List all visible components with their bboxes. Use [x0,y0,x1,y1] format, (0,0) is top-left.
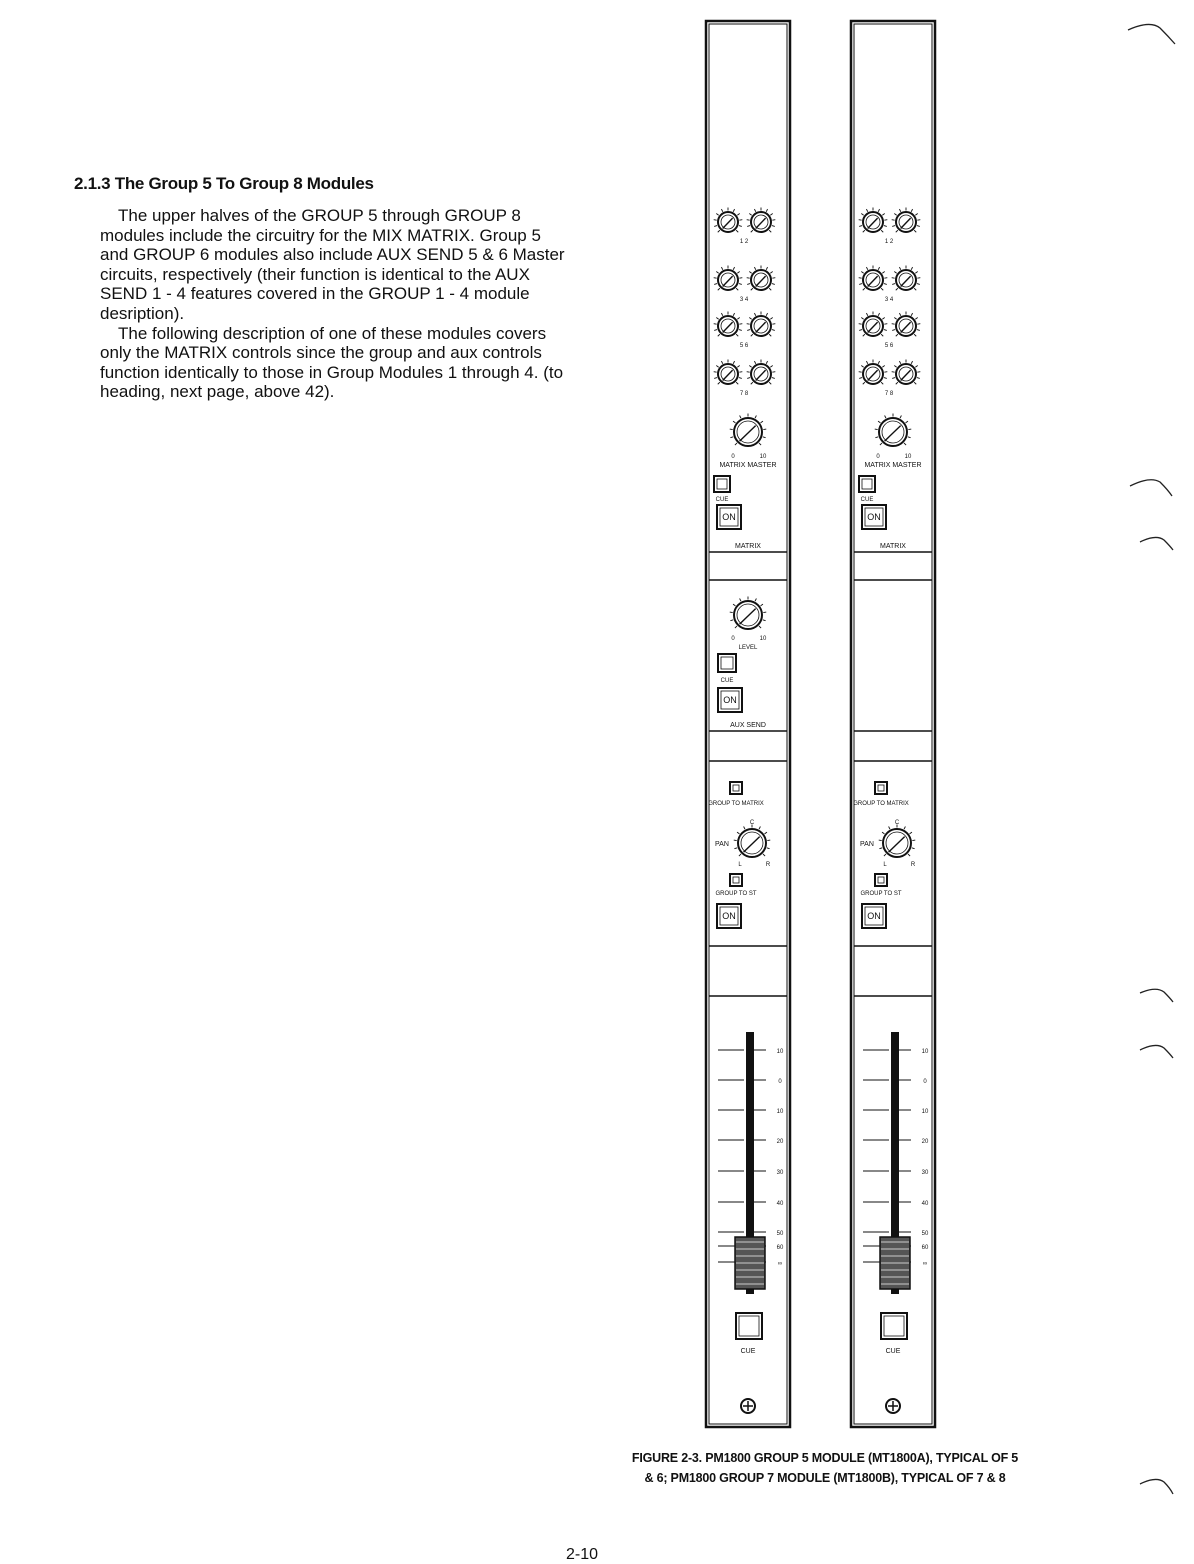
group-to-st-button[interactable] [730,874,742,886]
matrix-pair-label: 1 2 [885,239,894,245]
page-edge-mark [1128,24,1175,44]
section-heading: 2.1.3 The Group 5 To Group 8 Modules [74,174,374,194]
page-number: 2-10 [566,1546,598,1564]
paragraph-2: The following description of one of these modules covers only the MATRIX controls since the group and aux controls function identically to those in Group Modules 1 through 4. (to heading, next page, above 42). [100,324,570,402]
page-edge-mark [1140,989,1173,1002]
pan-r-label: R [766,862,771,868]
matrix-pair-label: 7 8 [740,391,749,397]
bottom-cue-label: CUE [886,1348,901,1355]
matrix-pair-label: 1 2 [740,239,749,245]
page-edge-mark [1130,480,1172,496]
page-edge-mark [1140,537,1173,550]
matrix-pair-label: 5 6 [740,343,749,349]
paragraph-1: The upper halves of the GROUP 5 through GROUP 8 modules include the circuitry for the MIX MATRIX. Group 5 and GROUP 6 modules also include AUX SEND 5 & 6 Master circuits, respectively (their function is identical to the AUX SEND 1 - 4 features covered in the GROUP 1 - 4 module desription). [100,206,570,324]
figure-caption [590,1448,1060,1488]
page-edge-mark [1140,1045,1173,1058]
knob-min-label: 0 [731,636,735,642]
matrix-section-label: MATRIX [735,543,761,550]
fader-scale-label: 50 [777,1231,784,1237]
pan-label: PAN [860,841,874,848]
pan-r-label: R [911,862,916,868]
pan-label: PAN [715,841,729,848]
fader-scale-label: 40 [922,1201,929,1207]
cue-label: CUE [861,497,874,503]
group-to-matrix-button[interactable] [730,782,742,794]
pan-l-label: L [883,862,887,868]
matrix-cue-button[interactable] [714,476,730,492]
pan-c-label: C [895,820,900,826]
fader-scale-label: 60 [922,1245,929,1251]
matrix-master-label: MATRIX MASTER [864,462,921,469]
matrix-master-label: MATRIX MASTER [719,462,776,469]
matrix-cue-button[interactable] [859,476,875,492]
group-to-st-label: GROUP TO ST [860,891,901,897]
group-to-st-button[interactable] [875,874,887,886]
cue-label: CUE [716,497,729,503]
group-to-matrix-label: GROUP TO MATRIX [853,801,909,807]
knob-min-label: 0 [731,454,735,460]
bottom-cue-label: CUE [741,1348,756,1355]
knob-max-label: 10 [760,454,767,460]
matrix-on-button-label: ON [867,512,881,522]
fader-scale-label: 60 [777,1245,784,1251]
aux-send-label: AUX SEND [730,722,766,729]
matrix-pair-label: 7 8 [885,391,894,397]
group-on-button-label: ON [722,911,736,921]
pan-l-label: L [738,862,742,868]
aux-on-button-label: ON [723,695,737,705]
page-edge-mark [1140,1479,1173,1494]
fader-scale-label: ∞ [923,1261,927,1267]
cue-label: CUE [721,678,734,684]
matrix-pair-label: 3 4 [740,297,749,303]
group-to-st-label: GROUP TO ST [715,891,756,897]
caption-line-1: FIGURE 2-3. PM1800 GROUP 5 MODULE (MT1800A), TYPICAL OF 5 [590,1448,1060,1468]
group-on-button-label: ON [867,911,881,921]
fader-scale-label: 20 [922,1139,929,1145]
matrix-section-label: MATRIX [880,543,906,550]
group-to-matrix-button[interactable] [875,782,887,794]
bottom-cue-button[interactable] [736,1313,762,1339]
bottom-cue-button[interactable] [881,1313,907,1339]
matrix-pair-label: 5 6 [885,343,894,349]
fader-scale-label: 30 [777,1170,784,1176]
knob-max-label: 10 [760,636,767,642]
matrix-on-button-label: ON [722,512,736,522]
fader-scale-label: 10 [777,1109,784,1115]
knob-max-label: 10 [905,454,912,460]
knob-min-label: 0 [876,454,880,460]
fader-scale-label: 30 [922,1170,929,1176]
fader-scale-label: 0 [923,1079,927,1085]
matrix-pair-label: 3 4 [885,297,894,303]
group-to-matrix-label: GROUP TO MATRIX [708,801,764,807]
pan-c-label: C [750,820,755,826]
caption-line-2: & 6; PM1800 GROUP 7 MODULE (MT1800B), TYPICAL OF 7 & 8 [590,1468,1060,1488]
fader-scale-label: 10 [922,1049,929,1055]
fader-scale-label: 10 [922,1109,929,1115]
fader-scale-label: 10 [777,1049,784,1055]
level-label: LEVEL [739,645,758,651]
fader-scale-label: 20 [777,1139,784,1145]
fader-scale-label: 50 [922,1231,929,1237]
fader-scale-label: ∞ [778,1261,782,1267]
fader-scale-label: 0 [778,1079,782,1085]
fader-scale-label: 40 [777,1201,784,1207]
